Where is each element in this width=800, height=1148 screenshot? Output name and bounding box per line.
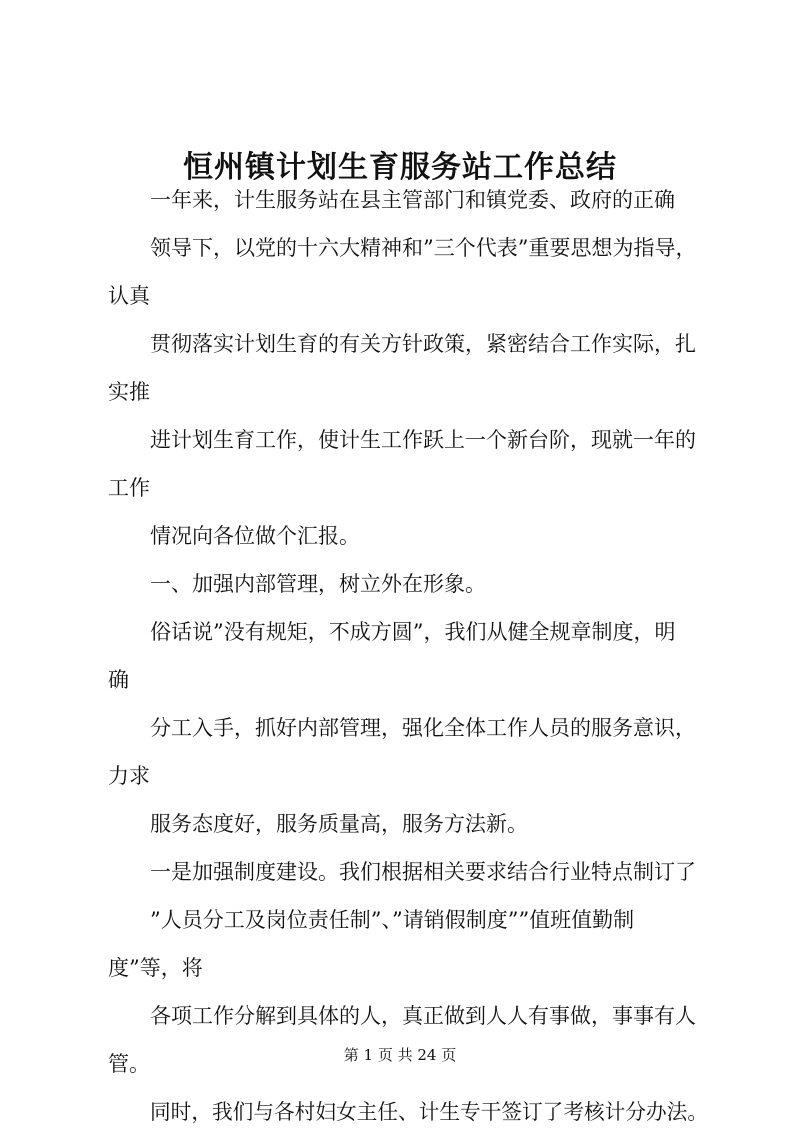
- text-line: [108, 524, 708, 572]
- text-line-content: 管。: [108, 1052, 150, 1076]
- text-line-content: 工作: [108, 476, 150, 500]
- text-line: [108, 332, 708, 380]
- text-line-content: 一、加强内部管理，树立外在形象。: [150, 572, 486, 596]
- text-line-content: 分工入手，抓好内部管理，强化全体工作人员的服务意识，: [150, 716, 696, 740]
- text-line-content: 同时，我们与各村妇女主任、计生专干签订了考核计分办法。: [150, 1100, 708, 1124]
- text-line-content: 进计划生育工作，使计生工作跃上一个新台阶，现就一年的: [150, 428, 696, 452]
- text-line: [108, 188, 708, 236]
- text-line: [108, 428, 708, 476]
- text-line-content: 情况向各位做个汇报。: [150, 524, 360, 548]
- text-line-content: 领导下，以党的十六大精神和”三个代表”重要思想为指导，: [150, 236, 697, 260]
- text-line-content: 服务态度好，服务质量高，服务方法新。: [150, 812, 528, 836]
- text-line-content: 一年来，计生服务站在县主管部门和镇党委、政府的正确: [150, 188, 675, 212]
- text-line-content: 俗话说”没有规矩，不成方圆”，我们从健全规章制度，明: [150, 620, 676, 644]
- text-line-content: 贯彻落实计划生育的有关方针政策，紧密结合工作实际，扎: [150, 332, 696, 356]
- document-title: 恒州镇计划生育服务站工作总结: [183, 150, 617, 185]
- text-line: [108, 236, 708, 284]
- page-number-label: 第 1 页 共 24 页: [343, 1046, 457, 1064]
- page-footer: [0, 1044, 800, 1065]
- text-line: [108, 668, 708, 716]
- text-line: [108, 716, 708, 764]
- text-line: [108, 284, 708, 332]
- text-line: [108, 764, 708, 812]
- text-line-content: ”人员分工及岗位责任制”、”请销假制度””值班值勤制: [150, 908, 635, 932]
- text-line-content: 一是加强制度建设。我们根据相关要求结合行业特点制订了: [150, 860, 696, 884]
- text-line: [108, 1100, 708, 1148]
- text-line: [108, 908, 708, 956]
- text-line: [108, 380, 708, 428]
- text-line-content: 确: [108, 668, 129, 692]
- text-line: [108, 572, 708, 620]
- text-line-content: 各项工作分解到具体的人，真正做到人人有事做，事事有人: [150, 1004, 696, 1028]
- text-line-content: 力求: [108, 764, 150, 788]
- text-line: [108, 860, 708, 908]
- text-line: [108, 812, 708, 860]
- text-line-content: 认真: [108, 284, 150, 308]
- text-line: [108, 956, 708, 1004]
- document-body: [108, 188, 708, 1148]
- text-line: [108, 620, 708, 668]
- text-line-content: 实推: [108, 380, 150, 404]
- text-line-content: 度”等，将: [108, 956, 203, 980]
- text-line: [108, 476, 708, 524]
